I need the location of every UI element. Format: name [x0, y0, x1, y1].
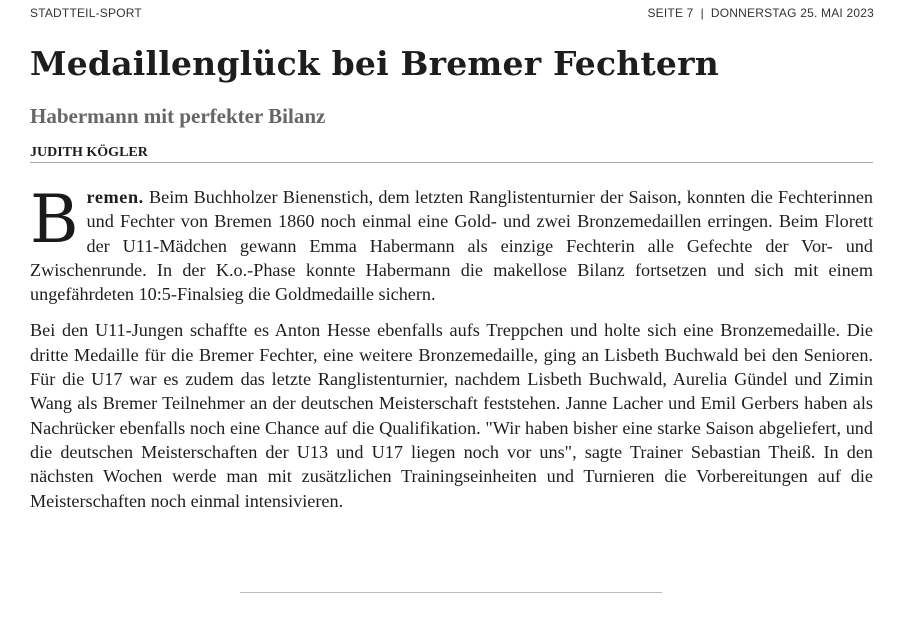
paragraph-1	[30, 181, 873, 306]
page-header	[30, 6, 874, 20]
page-number: SEITE 7	[647, 6, 694, 20]
article-body	[30, 181, 873, 525]
article-subheadline: Habermann mit perfekter Bilanz	[30, 104, 326, 128]
article-headline: Medaillenglück bei Bremer Fechtern	[30, 44, 719, 83]
article-end-divider	[240, 592, 662, 593]
header-separator: |	[700, 6, 704, 20]
issue-date: DONNERSTAG 25. MAI 2023	[710, 6, 874, 20]
paragraph-2: Bei den U11-Jungen schaffte es Anton Hesse ebenfalls aufs Treppchen und holte sich eine Bronzemedaille. Die dritte Medaille für die Bremer Fechter, eine weitere Bronzemedaille, ging an Lisbeth Buchwald bei den Senioren. Für die U17 war es zudem das letzte Ranglistenturnier, nachdem Lisbeth Buchwald, Aurelia Gündel und Zimin Wang als Bremer Teilnehmer an der deutschen Meisterschaft feststehen. Janne Lacher und Emil Gerbers haben als Nachrücker ebenfalls noch eine Chance auf die Qualifikation. "Wir haben bisher eine starke Saison abgeliefert, und die deutschen Meisterschaften der U13 und U17 liegen noch vor uns", sagte Trainer Sebastian Theiß. In den nächsten Wochen werde man mit zusätzlichen Trainingseinheiten und Turnieren die Vorbereitungen auf die Meisterschaften noch einmal intensivieren.	[30, 320, 873, 511]
drop-cap: B	[30, 181, 79, 258]
paragraph-1-text: Beim Buchholzer Bienenstich, dem letzten Ranglistenturnier der Saison, konnten die Fechterinnen und Fechter von Bremen 1860 noch einmal eine Gold- und zwei Bronzemedaillen erringen. Beim Florett der U11-Mädchen gewann Emma Habermann als einzige Fechterin alle Gefechte der Vor- und Zwischenrunde. In der K.o.-Phase konnte Habermann die makellose Bilanz fortsetzen und sich mit einem ungefährdeten 10:5-Finalsieg die Goldmedaille sichern.	[30, 187, 873, 305]
lead-word: remen.	[86, 187, 144, 207]
article-author: JUDITH KÖGLER	[30, 145, 148, 160]
page-info	[647, 6, 874, 20]
header-divider	[30, 162, 873, 163]
section-label: STADTTEIL-SPORT	[30, 6, 142, 20]
